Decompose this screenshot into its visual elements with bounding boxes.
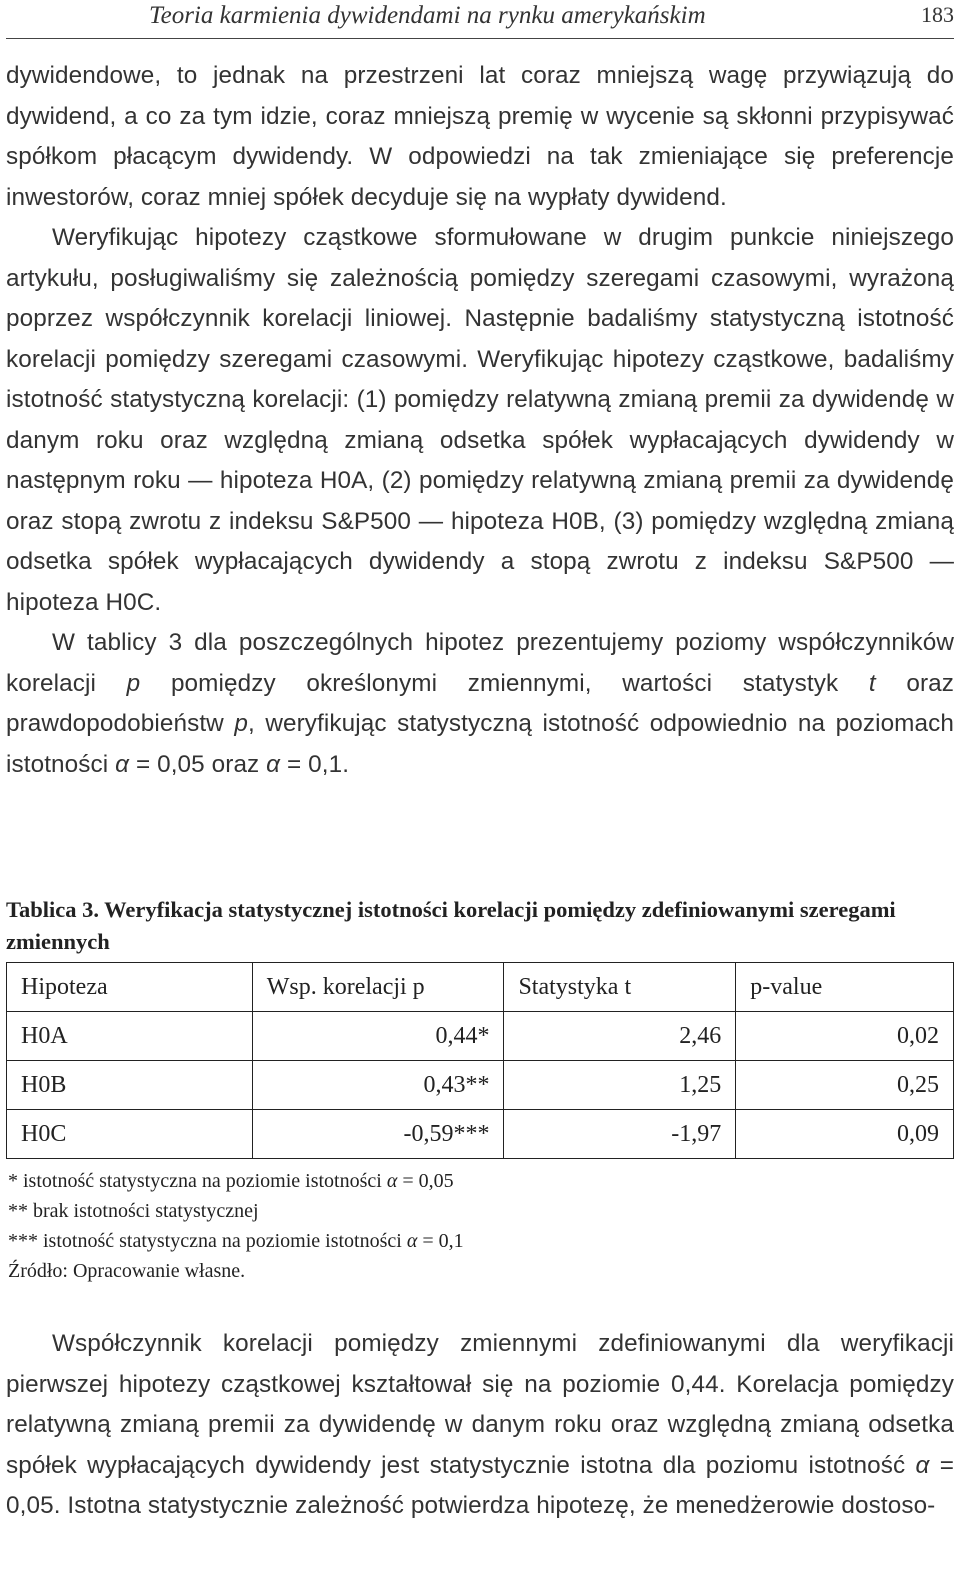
table-notes [8,1166,948,1286]
paragraph: Weryfikując hipotezy cząstkowe sformułowane w drugim punkcie niniejszego artykułu, posługiwaliśmy się zależnością pomiędzy szeregami czasowymi, wyrażoną poprzez współczynnik korelacji liniowej. Następnie badaliśmy statystyczną istotność korelacji pomiędzy szeregami czasowymi. Weryfikując hipotezy cząstkowe, badaliśmy istotność statystyczną korelacji: (1) pomiędzy relatywną zmianą premii za dywidendę w danym roku oraz względną zmianą odsetka spółek wypłacających dywidendy w następnym roku — hipoteza H0A, (2) pomiędzy relatywną zmianą premii za dywidendę oraz stopą zwrotu z indeksu S&P500 — hipoteza H0B, (3) pomiędzy względną zmianą odsetka spółek wypłacających dywidendy a stopą zwrotu z indeksu S&P500 — hipoteza H0C. [6,224,954,616]
table-cell: 0,43** [252,1061,504,1110]
table-cell: 0,09 [736,1110,954,1159]
table-cell: 0,02 [736,1012,954,1061]
column-header: Statystyka t [504,963,736,1012]
table-cell: 0,25 [736,1061,954,1110]
table-cell: H0B [7,1061,253,1110]
table-cell: -1,97 [504,1110,736,1159]
body-text-bottom [6,1324,954,1527]
results-table [6,962,954,1159]
note: * istotność statystyczna na poziomie istotności α = 0,05 [8,1170,454,1192]
table-cell: -0,59*** [252,1110,504,1159]
page-header [6,0,954,39]
column-header: Wsp. korelacji p [252,963,504,1012]
note: ** brak istotności statystycznej [8,1200,259,1222]
column-header: p-value [736,963,954,1012]
paragraph: W tablicy 3 dla poszczególnych hipotez prezentujemy poziomy współczynników korelacji p pomiędzy określonymi zmiennymi, wartości statystyk t oraz prawdopodobieństw p, weryfikując statystyczną istotność odpowiednio na poziomach istotności α = 0,05 oraz α = 0,1. [6,629,955,778]
paragraph: dywidendowe, to jednak na przestrzeni lat coraz mniejszą wagę przywiązują do dywidend, a co za tym idzie, coraz mniejszą premię w wycenie są skłonni przypisywać spółkom płacącym dywidendy. W odpowiedzi na tak zmieniające się preferencje inwestorów, coraz mniej spółek decyduje się na wypłaty dywidend. [6,62,954,211]
body-text-top [6,56,954,785]
running-title: Teoria karmienia dywidendami na rynku amerykańskim [149,2,706,29]
table-cell: 1,25 [504,1061,736,1110]
table-cell: H0C [7,1110,253,1159]
table-row [7,1110,954,1159]
paragraph: Współczynnik korelacji pomiędzy zmiennymi zdefiniowanymi dla weryfikacji pierwszej hipotezy cząstkowej kształtował się na poziomie 0,44. Korelacja pomiędzy relatywną zmianą premii za dywidendę w danym roku oraz względną zmianą odsetka spółek wypłacających dywidendy jest statystycznie istotna dla poziomu istotność α = 0,05. Istotna statystycznie zależność potwierdza hipotezę, że menedżerowie dostoso- [6,1330,955,1519]
table-cell: 0,44* [252,1012,504,1061]
table-row [7,1012,954,1061]
source-note: Źródło: Opracowanie własne. [8,1260,246,1282]
table-caption: Tablica 3. Weryfikacja statystycznej istotności korelacji pomiędzy zdefiniowanymi szeregami zmiennych [6,897,896,954]
document-page [6,0,954,1574]
page-number: 183 [921,2,954,27]
table-header-row [7,963,954,1012]
table-cell: H0A [7,1012,253,1061]
column-header: Hipoteza [7,963,253,1012]
table-row [7,1061,954,1110]
table-cell: 2,46 [504,1012,736,1061]
note: *** istotność statystyczna na poziomie istotności α = 0,1 [8,1230,464,1252]
